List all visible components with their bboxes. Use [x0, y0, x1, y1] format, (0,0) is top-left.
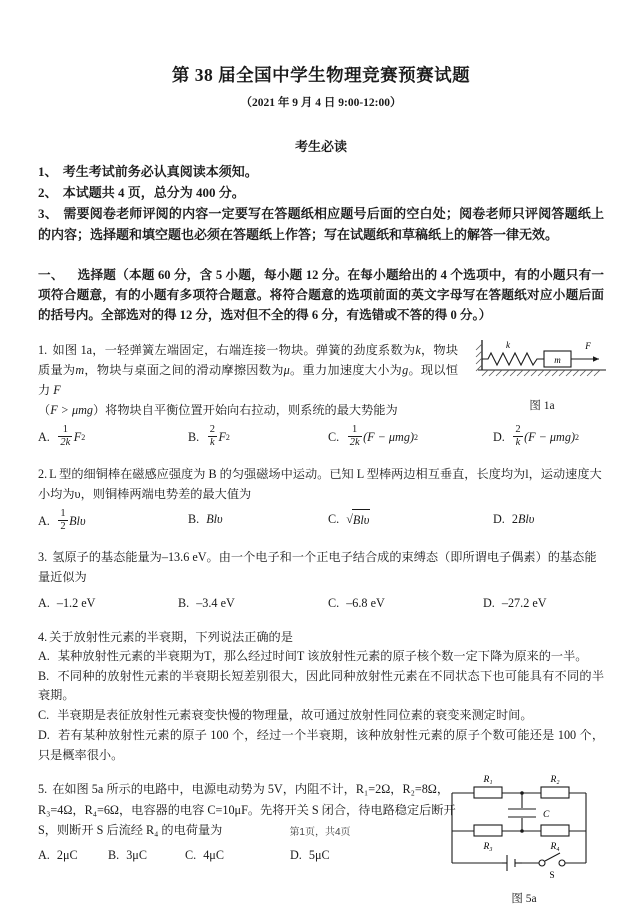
option-b[interactable] [38, 667, 604, 707]
option-c[interactable] [185, 845, 290, 865]
q1-var-F: F [53, 382, 61, 397]
question-1-options [38, 425, 604, 450]
question-2-number: 2. [38, 466, 48, 481]
notice-item-number: 3、 [38, 206, 58, 222]
question-1-number: 1. [38, 342, 48, 357]
option-b-label: B. [178, 595, 190, 610]
option-a-denominator: 2 [60, 520, 66, 532]
option-c[interactable] [38, 706, 604, 726]
q1-text-c: ，物块与桌面之间的滑动摩擦因数为 [84, 362, 284, 377]
question-4 [38, 627, 604, 766]
q1-condition: F > μmg [50, 402, 93, 417]
option-c-denominator: 2k [349, 436, 360, 448]
option-d-label: D. [483, 595, 495, 610]
page-footer: 第1页，共4页 [289, 827, 351, 838]
q1-text-d: 。重力加速度大小为 [289, 362, 403, 377]
q1-text-b: ，物块质量为 [38, 342, 459, 377]
question-3 [38, 547, 604, 612]
option-a-label: A. [38, 514, 50, 529]
option-a[interactable] [38, 593, 178, 613]
option-a-fraction [58, 424, 72, 449]
force-label: F [585, 340, 591, 351]
option-b[interactable] [188, 425, 328, 450]
option-d[interactable] [493, 425, 579, 450]
option-a[interactable] [38, 509, 188, 534]
resistor-r1-label: R₁ [483, 775, 493, 786]
figure-1a-drawing [472, 334, 612, 389]
question-3-stem [38, 547, 604, 587]
question-2-stem [38, 464, 604, 504]
option-a-text: 某种放射性元素的半衰期为T，那么经过时间T 该放射性元素的原子核个数一定下降为原来的一半。 [57, 648, 588, 663]
option-d-value: 5μC [308, 847, 330, 862]
option-b-exponent: 2 [225, 432, 230, 442]
option-b-label: B. [188, 511, 200, 526]
option-d-numerator: 2 [515, 424, 521, 436]
notice-item [38, 203, 604, 245]
option-c-value: 4μC [203, 847, 224, 862]
option-a-denominator: 2k [60, 436, 71, 448]
option-b-value: 3μC [126, 847, 147, 862]
notice-item-text: 考生考试前务必认真阅读本须知。 [62, 164, 258, 179]
option-a-fraction [58, 508, 67, 533]
question-4-text: 关于放射性元素的半衰期，下列说法正确的是 [49, 629, 293, 644]
option-c[interactable] [328, 509, 493, 530]
option-c-text: 半衰期是表征放射性元素衰变快慢的物理量，故可通过放射性同位素的衰变来测定时间。 [57, 708, 533, 723]
option-c-label: C. [328, 595, 340, 610]
option-b-expression: Blυ [206, 511, 223, 526]
option-d-label: D. [493, 511, 505, 526]
q1-text-a: 如图 1a，一轻弹簧左端固定，右端连接一物块。弹簧的劲度系数为 [52, 342, 416, 357]
block-label: m [554, 354, 561, 365]
option-b-label: B. [108, 847, 120, 862]
option-c-label: C. [328, 512, 340, 527]
notice-item-text: 需要阅卷老师评阅的内容一定要写在答题纸相应题号后面的空白处；阅卷老师只评阅答题纸上的内容；选择题和填空题也必须在答题纸上作答；写在试题纸和草稿纸上的解答一律无效。 [38, 206, 604, 243]
resistor-r2-label: R₂ [550, 775, 560, 786]
option-c-label: C. [328, 430, 340, 445]
option-a[interactable] [38, 845, 108, 865]
option-b[interactable] [188, 509, 328, 529]
spring-label: k [506, 339, 510, 350]
question-2-options [38, 509, 604, 534]
resistor-r4-label: R₄ [550, 842, 560, 853]
question-1-stem [38, 340, 458, 421]
q1-text-e: 。现以恒力 [38, 362, 459, 397]
option-a-label: A. [38, 430, 50, 445]
option-a-variable: F [73, 430, 82, 445]
option-d-coefficient: 2 [511, 511, 518, 526]
q1-text-g: ）将物块自平衡位置开始向右拉动，则系统的最大势能为 [92, 402, 398, 417]
option-b-text: 不同种的放射性元素的半衰期长短差别很大，因此同种放射性元素在不同状态下也可能具有不同的半衰期。 [38, 668, 605, 703]
option-d-exponent: 2 [575, 432, 580, 442]
page-title: 第 38 届全国中学生物理竞赛预赛试题 [171, 65, 471, 85]
option-b[interactable] [108, 845, 185, 865]
option-c-fraction [348, 424, 362, 449]
option-c[interactable] [328, 425, 493, 450]
option-a-value: 2μC [56, 847, 78, 862]
option-d[interactable] [290, 845, 330, 865]
option-d-label: D. [493, 430, 505, 445]
option-d[interactable] [483, 593, 547, 613]
notice-heading: 考生必读 [294, 139, 347, 154]
option-d-fraction [513, 424, 522, 449]
page-content [38, 62, 605, 905]
switch-label: S [549, 871, 555, 882]
question-5-number: 5. [38, 782, 48, 797]
question-4-stem [38, 627, 604, 647]
q1-var-g: g [402, 362, 409, 377]
option-d[interactable] [493, 509, 534, 529]
q1-var-mu: μ [283, 362, 290, 377]
figure-5a-caption: 图 5a [511, 892, 537, 905]
q1-var-k: k [415, 342, 421, 357]
section-title: 选择题 [77, 268, 117, 283]
option-b-label: B. [188, 430, 200, 445]
question-5-text-line1: 在如图 5a 所示的电路中，电源电动势为 5V，内阻不计，R₁=2Ω，R₂=8Ω， [52, 782, 450, 797]
option-a-label: A. [38, 847, 50, 862]
option-b-fraction [208, 424, 217, 449]
question-3-number: 3. [38, 550, 48, 565]
option-c-numerator: 1 [352, 424, 358, 436]
option-c-expression: Blυ [352, 509, 370, 530]
option-a-numerator: 1 [60, 507, 66, 519]
option-d-text: 若有某种放射性元素的原子 100 个，经过一个半衰期，该种放射性元素的原子个数可能还是 100 个，只是概率很小。 [38, 727, 605, 762]
notice-item-text: 本试题共 4 页，总分为 400 分。 [62, 185, 245, 201]
figure-5a [444, 771, 604, 908]
option-b-label: B. [38, 668, 50, 683]
question-5-options [38, 845, 458, 865]
option-a-exponent: 2 [81, 432, 86, 442]
question-2-text: L 型的细铜棒在磁感应强度为 B 的匀强磁场中运动。已知 L 型棒两边相互垂直，长度均为l，运动速度大小均为υ，则铜棒两端电势差的最大值为 [38, 466, 602, 501]
q1-var-m: m [75, 362, 85, 377]
option-d-expression: (F − μmg) [524, 430, 576, 445]
option-b-variable: F [218, 430, 226, 445]
question-5-text-line2: R₃=4Ω，R₄=6Ω，电容器的电容 C=10μF。先将开关 S 闭合，待电路稳定后断开 [38, 802, 456, 817]
question-5-text-line3: S，则断开 S 后流经 R₄ 的电荷量为 [38, 822, 223, 837]
capacitor-label: C [543, 810, 550, 821]
question-3-text: 氢原子的基态能量为–13.6 eV。由一个电子和一个正电子结合成的束缚态（即所谓电子偶素）的基态能量近似为 [38, 550, 597, 585]
option-a-label: A. [38, 648, 50, 663]
question-4-options [38, 647, 604, 766]
option-d[interactable] [38, 726, 604, 766]
q1-text-f: （ [38, 402, 51, 417]
option-b-denominator: k [208, 436, 217, 449]
option-a-numerator: 1 [62, 424, 68, 436]
option-a[interactable] [38, 647, 604, 667]
option-b[interactable] [178, 593, 328, 613]
exam-datetime: （2021 年 9 月 4 日 9:00-12:00） [240, 97, 402, 109]
option-a-value: –1.2 eV [56, 595, 96, 610]
option-c-label: C. [185, 847, 197, 862]
option-c[interactable] [328, 593, 483, 613]
notice-item-number: 2、 [38, 185, 58, 201]
option-d-label: D. [290, 847, 302, 862]
notice-item-number: 1、 [38, 164, 58, 179]
notice-item [38, 161, 604, 182]
option-b-numerator: 2 [209, 424, 215, 436]
question-4-number: 4. [38, 629, 48, 644]
option-d-value: –27.2 eV [501, 595, 547, 610]
option-a[interactable] [38, 425, 188, 450]
option-c-expression: (F − μmg) [363, 430, 415, 445]
option-c-value: –6.8 eV [346, 595, 385, 610]
option-b-value: –3.4 eV [196, 595, 235, 610]
sqrt-icon: √ [346, 512, 353, 527]
section-instruction-text: （本题 60 分，含 5 小题，每小题 12 分。在每小题给出的 4 个选项中，有的小题只有一项符合题意，有的小题有多项符合题意。将符合题意的选项前面的英文字母写在答题纸对应小题后面的括号内。全部选对的得 12 分，选对但不全的得 6 分，有选错或不答的得 0 分。） [38, 268, 605, 323]
option-d-denominator: k [513, 436, 522, 449]
question-2 [38, 464, 604, 534]
figure-1a-caption: 图 1a [529, 399, 555, 412]
option-c-exponent: 2 [414, 432, 419, 442]
option-a-label: A. [38, 595, 50, 610]
section-number: 一、 [38, 268, 64, 283]
option-a-expression: Blυ [69, 514, 86, 529]
notice-item [38, 182, 604, 203]
resistor-r3-label: R₃ [483, 842, 493, 853]
option-c-label: C. [38, 708, 50, 723]
question-3-options [38, 593, 604, 613]
option-d-label: D. [38, 727, 50, 742]
section-instructions [38, 265, 604, 325]
question-1 [38, 340, 604, 450]
option-d-expression: Blυ [517, 511, 535, 526]
question-1-body [38, 340, 458, 421]
figure-1a [472, 334, 612, 416]
